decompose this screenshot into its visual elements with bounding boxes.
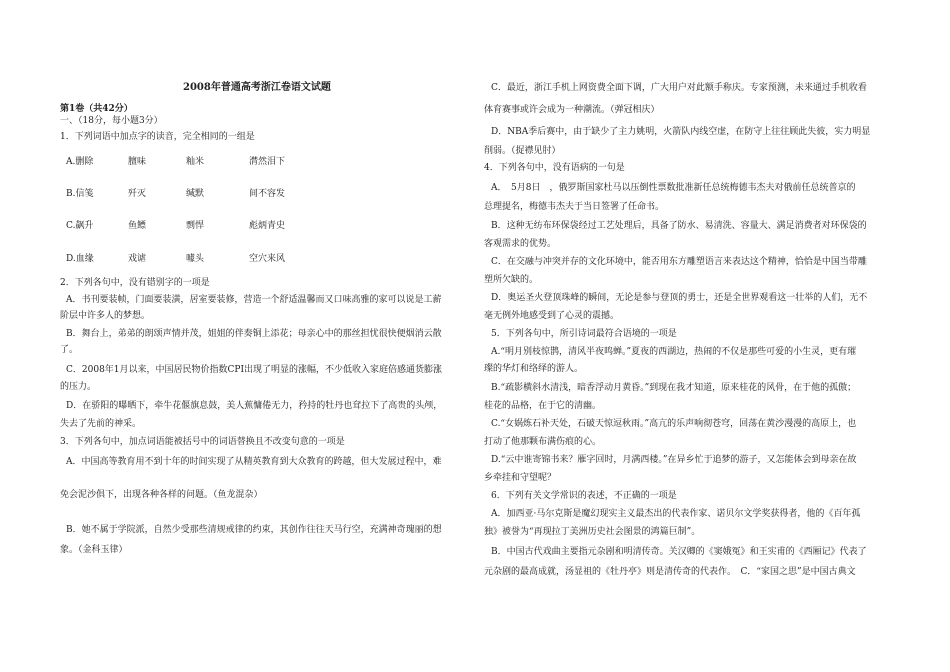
q3-stem: 3．下列各句中，加点词语能被括号中的词语替换且不改变句意的一项是 [60, 437, 345, 447]
q1-word: 膻味 [128, 157, 147, 167]
q1-word: 彪炳青史 [249, 221, 286, 231]
q6-option-b-cont: 元杂剧的最高成就，汤显祖的《牡丹亭》则是清传奇的代表作。 C．“家国之思”是中国古典文 [484, 567, 856, 577]
q5-option-d-cont: 乡牵挂和守望呢？ [484, 473, 557, 483]
q2-stem: 2．下列各句中，没有错别字的一项是 [60, 278, 210, 288]
q2-option-a-cont: 阶层中许多人的梦想。 [60, 311, 151, 321]
q1-word: 鱼鳔 [128, 221, 147, 231]
q3-option-c-cont: 体育赛事或许会成为一种潮流。（弹冠相庆） [484, 105, 660, 115]
q1-word: 间不容发 [249, 189, 286, 199]
q1-option-c: C.飙升 [66, 221, 94, 231]
q1-word: 空穴来风 [249, 254, 286, 264]
q4-stem: 4．下列各句中，没有语病的一句是 [484, 163, 625, 173]
q2-option-b-cont: 了。 [60, 345, 79, 355]
q1-option-b: B.信笺 [66, 189, 94, 199]
q1-word: 籼米 [186, 157, 205, 167]
q4-option-a-cont: 总理提名，梅德韦杰夫于当日签署了任命书。 [484, 202, 665, 212]
q3-option-c: C．最近，浙江手机上网资费全面下调，广大用户对此额手称庆。专家预测，未来通过手机收看 [491, 83, 867, 93]
q3-option-a: A．中国高等教育用不到十年的时间实现了从精英教育到大众教育的跨越，但大发展过程中，难 [66, 457, 442, 467]
q1-word: 歼灭 [128, 189, 147, 199]
q5-option-b: B.“疏影横斜水清浅，暗香浮动月黄昏。”到现在我才知道，原来桂花的风骨，在于他的孤傲； [491, 383, 857, 393]
q4-option-a: A． 5月8日 ，俄罗斯国家杜马以压倒性票数批准新任总统梅德韦杰夫对俄前任总统普京的 [491, 183, 856, 193]
q4-option-d-cont: 毫无例外地感受到了心灵的震撼。 [484, 311, 620, 321]
q1-stem: 1．下列词语中加点字的读音，完全相同的一组是 [60, 132, 255, 142]
q4-option-c: C．在交融与冲突并存的文化环境中，能否用东方雕塑语言来表达这个精神，恰恰是中国当带雕 [491, 257, 867, 267]
q5-stem: 5．下列各句中，所引诗词最符合语境的一项是 [491, 329, 677, 339]
part1-header: 一、（18分，每小题3分） [60, 116, 163, 126]
q3-option-d-cont: 削弱。（捉襟见肘） [484, 146, 561, 156]
q5-option-c-cont: 打动了他那颗布满伤痕的心。 [484, 437, 602, 447]
q2-option-b: B．舞台上，弟弟的朗颂声情并茂，姐姐的伴奏铜上添花；母亲心中的那丝担忧很快便烟消云散 [66, 329, 442, 339]
q2-option-c: C．2008年1月以来，中国居民物价指数CPI出现了明显的涨幅，不少低收入家庭倍感通货膨涨 [66, 365, 443, 375]
q1-word: 潸然泪下 [249, 157, 286, 167]
q5-option-c: C.“女娲炼石补天处，石破天惊逗秋雨。”高亢的乐声响彻苍穹，回荡在黄沙漫漫的高原上，也 [491, 419, 857, 429]
q6-option-b: B．中国古代戏曲主要指元杂剧和明清传奇。关汉卿的《窦娥冤》和王实甫的《西厢记》代表了 [491, 547, 867, 557]
q1-option-d: D.血缘 [66, 254, 94, 264]
q1-word: 剽悍 [186, 221, 205, 231]
q2-option-d: D．在骄阳的曝晒下，牵牛花偃旗息鼓，美人蕉慵倦无力，矜持的牡丹也耷拉下了高贵的头颅， [66, 401, 443, 411]
q6-stem: 6．下列有关文学常识的表述，不正确的一项是 [491, 491, 677, 501]
q2-option-a: A．书刊要装帧，门面要装潢，居室要装修，营造一个舒适温馨而又口味高雅的家可以说是工薪 [66, 295, 442, 305]
q5-option-a-cont: 璨的华灯和络绎的游人。 [484, 364, 584, 374]
q4-option-c-cont: 塑所欠缺的。 [484, 275, 539, 285]
q2-option-c-cont: 的压力。 [60, 382, 97, 392]
q3-option-a-cont: 免会泥沙俱下，出现各种各样的问题。（鱼龙混杂） [60, 490, 263, 500]
q4-option-d: D．奥运圣火登顶珠峰的瞬间，无论是参与登顶的勇士，还是全世界观看这一壮举的人们，无不 [491, 293, 868, 303]
q1-option-a: A.删除 [66, 157, 94, 167]
q3-option-b: B．她不属于学院派，自然少受那些清规戒律的约束，其创作往往天马行空，充满神奇瑰丽的想 [66, 525, 442, 535]
q5-option-a: A.“明月别枝惊鹊，清风半夜鸣蝉。”夏夜的西湖边，热闹的不仅是那些可爱的小生灵，更有璀 [491, 347, 857, 357]
section-heading: 第1卷（共42分） [60, 104, 133, 114]
q1-word: 戏谑 [128, 254, 147, 264]
q6-option-a: A．加西亚·马尔克斯是魔幻现实主义最杰出的代表作家、诺贝尔文学奖获得者，他的《百年孤 [491, 509, 861, 519]
q1-word: 缄默 [186, 189, 205, 199]
q5-option-d: D.“云中谁寄锦书来？雁字回时，月满西楼。”在异乡忙于追梦的游子，又怎能体会到母亲在故 [491, 455, 857, 465]
q6-option-a-cont: 独》被誉为“再现拉丁美洲历史社会图景的鸿篇巨制”。 [484, 527, 701, 537]
q5-option-b-cont: 桂花的品格，在于它的清幽。 [484, 401, 602, 411]
page-title: 2008年普通高考浙江卷语文试题 [183, 82, 331, 93]
q3-option-d: D．NBA季后赛中，由于缺少了主力姚明，火箭队内线空虚，在防守上往往顾此失彼，实力明显 [491, 127, 871, 137]
q3-option-b-cont: 象。（金科玉律） [60, 545, 128, 555]
q1-word: 噱头 [186, 254, 205, 264]
q2-option-d-cont: 失去了先前的神采。 [60, 419, 142, 429]
q4-option-b-cont: 客观需求的优势。 [484, 239, 557, 249]
q4-option-b: B．这种无纺布环保袋经过工艺处理后，具备了防水、易清洗、容量大、满足消费者对环保袋的 [491, 221, 867, 231]
